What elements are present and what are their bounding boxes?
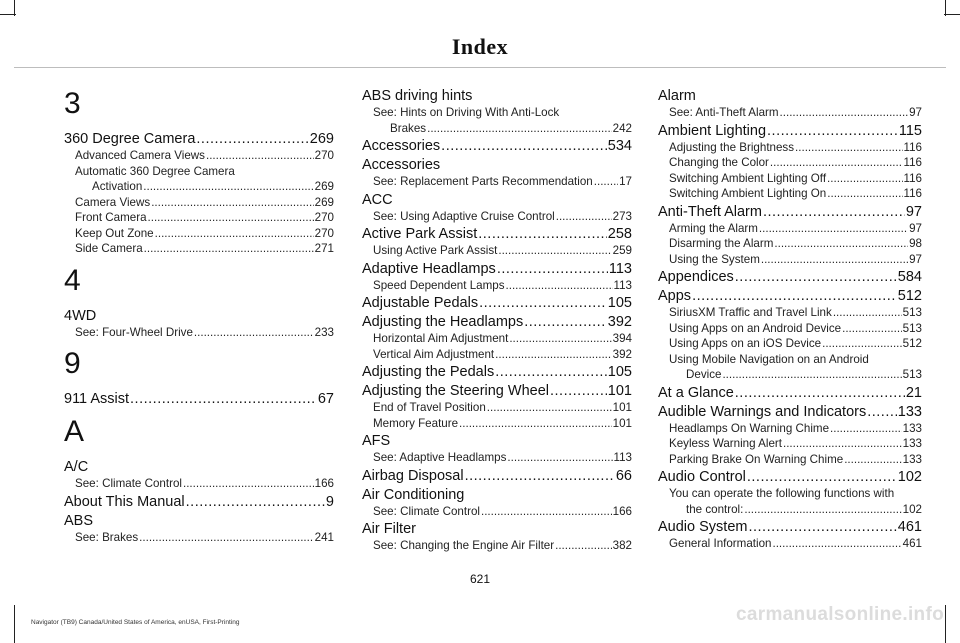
dot-leader — [497, 260, 608, 278]
dot-leader — [139, 530, 314, 546]
page-reference: 113 — [608, 260, 632, 277]
dot-leader — [594, 174, 618, 190]
page-reference: 461 — [897, 519, 922, 535]
dot-leader — [555, 538, 612, 554]
index-subentry[interactable] — [362, 278, 632, 294]
dot-leader — [747, 468, 897, 486]
entry-term: 911 Assist — [64, 391, 130, 407]
index-subentry[interactable] — [362, 347, 632, 363]
dot-leader — [842, 321, 902, 337]
dot-leader — [759, 221, 908, 237]
page-reference: 116 — [903, 140, 922, 154]
section-letter: 4 — [64, 263, 81, 297]
entry-term: Parking Brake On Warning Chime — [669, 452, 844, 466]
page-reference: 270 — [314, 226, 334, 240]
index-subentry[interactable] — [362, 174, 632, 190]
entry-term: Camera Views — [75, 195, 151, 209]
index-subentry[interactable] — [64, 210, 334, 226]
page-reference: 241 — [314, 530, 334, 544]
index-entry[interactable] — [362, 225, 632, 243]
dot-leader — [748, 518, 896, 536]
entry-term: Switching Ambient Lighting On — [669, 187, 827, 200]
dot-leader — [735, 384, 905, 402]
crop-mark-bottom-right — [945, 605, 946, 643]
index-entry[interactable] — [362, 137, 632, 155]
entry-term: At a Glance — [658, 384, 734, 401]
page-reference: 105 — [607, 364, 632, 380]
entry-term: Air Conditioning — [362, 486, 465, 503]
page-reference: 461 — [902, 537, 922, 550]
dot-leader — [196, 130, 308, 148]
page-title: Index — [451, 34, 509, 59]
entry-term: Front Camera — [75, 211, 147, 224]
index-subentry[interactable] — [658, 186, 922, 202]
index-entry[interactable] — [362, 382, 632, 400]
page-reference: 101 — [607, 383, 632, 399]
page-reference: 133 — [902, 421, 922, 435]
index-entry[interactable] — [362, 467, 632, 485]
index-subentry[interactable] — [362, 538, 632, 554]
entry-term: Keep Out Zone — [75, 226, 154, 240]
index-subentry[interactable] — [64, 148, 334, 164]
dot-leader — [744, 502, 901, 518]
index-entry[interactable] — [362, 260, 632, 278]
index-column-2 — [362, 86, 632, 554]
index-subentry[interactable] — [658, 436, 922, 452]
index-entry[interactable] — [658, 468, 922, 486]
index-entry[interactable] — [658, 403, 922, 421]
page-reference: 382 — [612, 539, 632, 552]
dot-leader — [144, 241, 314, 257]
index-subentry[interactable] — [658, 421, 922, 437]
index-entry[interactable] — [64, 390, 334, 408]
crop-mark-bottom-left — [14, 605, 15, 643]
index-entry[interactable] — [64, 512, 334, 530]
index-subentry[interactable] — [658, 155, 922, 171]
index-entry[interactable] — [362, 87, 632, 105]
page-reference: 513 — [902, 306, 922, 319]
crop-mark-top-left-h — [0, 14, 16, 15]
entry-term: 360 Degree Camera — [64, 131, 196, 147]
index-subentry[interactable] — [64, 179, 334, 195]
index-entry[interactable] — [64, 458, 334, 476]
index-entry[interactable] — [64, 493, 334, 511]
page-reference: 269 — [309, 131, 334, 147]
entry-term: Appendices — [658, 269, 734, 285]
dot-leader — [722, 367, 901, 383]
entry-term: Activation — [92, 180, 143, 193]
entry-term: About This Manual — [64, 493, 185, 510]
dot-leader — [772, 536, 901, 552]
page-reference: 66 — [615, 467, 632, 484]
entry-term: Using Apps on an Android Device — [669, 321, 842, 335]
page-reference: 21 — [905, 384, 922, 401]
dot-leader — [844, 452, 901, 468]
dot-leader — [783, 436, 902, 452]
page-reference: 133 — [897, 403, 922, 420]
entry-term: Adjusting the Headlamps — [362, 314, 524, 330]
page-reference: 534 — [607, 138, 632, 154]
dot-leader — [495, 347, 612, 363]
page-reference: 166 — [314, 477, 334, 490]
page-reference: 98 — [909, 237, 922, 250]
index-subentry[interactable] — [362, 450, 632, 466]
entry-term: See: Adaptive Headlamps — [373, 451, 507, 464]
index-subentry[interactable] — [64, 325, 334, 341]
index-subentry-line: Using Mobile Navigation on an Android — [669, 352, 869, 366]
entry-term: Adjustable Pedals — [362, 295, 479, 311]
entry-term: Accessories — [362, 157, 441, 173]
index-subentry[interactable] — [658, 321, 922, 337]
page-reference: 392 — [612, 347, 632, 361]
index-subentry-line: Automatic 360 Degree Camera — [75, 164, 235, 178]
entry-term: ACC — [362, 191, 393, 208]
entry-term: Audible Warnings and Indicators — [658, 403, 867, 420]
index-subentry[interactable] — [362, 400, 632, 416]
index-subentry[interactable] — [658, 305, 922, 321]
entry-term: Memory Feature — [373, 416, 459, 430]
index-subentry[interactable] — [658, 367, 922, 383]
entry-term: Switching Ambient Lighting Off — [669, 171, 827, 185]
page-reference: 101 — [612, 401, 632, 414]
page-reference: 273 — [612, 209, 632, 223]
entry-term: Adjusting the Pedals — [362, 364, 495, 380]
index-subentry[interactable] — [658, 336, 922, 352]
entry-term: SiriusXM Traffic and Travel Link — [669, 306, 832, 319]
section-letter: 9 — [64, 347, 81, 380]
entry-term: See: Anti-Theft Alarm — [669, 106, 779, 119]
entry-term: Adjusting the Brightness — [669, 140, 795, 154]
page-reference: 512 — [897, 288, 922, 304]
entry-term: Arming the Alarm — [669, 221, 758, 235]
section-spacer — [64, 408, 334, 414]
dot-leader — [194, 325, 314, 341]
index-entry[interactable] — [362, 294, 632, 312]
dot-leader — [822, 336, 902, 352]
entry-term: Ambient Lighting — [658, 122, 767, 139]
entry-term: Air Filter — [362, 521, 416, 537]
dot-leader — [478, 225, 607, 243]
page-reference: 113 — [613, 278, 632, 292]
index-entry[interactable] — [658, 203, 922, 221]
entry-term: Advanced Camera Views — [75, 149, 205, 162]
index-entry[interactable] — [658, 122, 922, 140]
index-subentry[interactable] — [658, 252, 922, 268]
dot-leader — [692, 287, 897, 305]
index-subentry[interactable] — [64, 226, 334, 242]
dot-leader — [186, 493, 325, 511]
page-reference: 102 — [902, 502, 922, 516]
index-entry[interactable] — [64, 307, 334, 325]
page-reference: 116 — [903, 187, 922, 200]
index-subentry[interactable] — [362, 504, 632, 520]
index-entry[interactable] — [362, 363, 632, 381]
index-entry[interactable] — [658, 384, 922, 402]
entry-term: See: Changing the Engine Air Filter — [373, 539, 555, 552]
dot-leader — [763, 203, 905, 221]
index-entry[interactable] — [362, 313, 632, 331]
index-entry[interactable] — [362, 191, 632, 209]
entry-term: See: Replacement Parts Recommendation — [373, 175, 593, 188]
entry-term: A/C — [64, 459, 89, 475]
watermark-logo: carmanualsonline.info — [736, 604, 944, 625]
entry-term: Apps — [658, 288, 692, 304]
dot-leader — [524, 313, 607, 331]
page-reference: 270 — [314, 211, 334, 224]
section-spacer — [64, 340, 334, 346]
index-subentry[interactable] — [658, 502, 922, 518]
page-reference: 258 — [607, 226, 632, 242]
entry-term: Adaptive Headlamps — [362, 260, 496, 277]
dot-leader — [465, 467, 615, 485]
dot-leader — [795, 140, 902, 156]
crop-mark-top-right-h — [944, 14, 960, 15]
page-reference: 133 — [902, 437, 922, 450]
page-reference: 584 — [897, 269, 922, 285]
index-subentry[interactable] — [362, 121, 632, 137]
page-reference: 512 — [902, 337, 922, 350]
section-spacer — [64, 257, 334, 263]
entry-term: Side Camera — [75, 242, 143, 255]
index-column-1 — [64, 86, 334, 545]
page-reference: 9 — [325, 493, 334, 510]
page-reference: 259 — [612, 244, 632, 257]
page-reference: 105 — [607, 295, 632, 311]
entry-term: Airbag Disposal — [362, 467, 464, 484]
dot-leader — [148, 210, 314, 226]
entry-term: Disarming the Alarm — [669, 237, 774, 250]
dot-leader — [498, 243, 611, 259]
dot-leader — [550, 382, 607, 400]
page-reference: 17 — [619, 175, 632, 188]
entry-term: Using Apps on an iOS Device — [669, 337, 822, 350]
entry-term: AFS — [362, 433, 391, 449]
header-divider — [14, 67, 946, 68]
entry-term: the control: — [686, 502, 744, 516]
page-reference: 394 — [612, 332, 632, 345]
index-entry[interactable] — [64, 130, 334, 148]
dot-leader — [556, 209, 612, 225]
index-subentry[interactable] — [64, 195, 334, 211]
dot-leader — [130, 390, 317, 408]
page-reference: 113 — [613, 451, 632, 464]
page-reference: 133 — [902, 452, 922, 466]
page-reference: 97 — [909, 252, 922, 266]
entry-term: 4WD — [64, 307, 97, 324]
dot-leader — [487, 400, 612, 416]
index-subentry[interactable] — [658, 236, 922, 252]
dot-leader — [459, 416, 612, 432]
index-subentry[interactable] — [362, 243, 632, 259]
page-reference: 392 — [607, 314, 632, 330]
entry-term: See: Four-Wheel Drive — [75, 325, 193, 339]
dot-leader — [481, 504, 612, 520]
entry-term: Changing the Color — [669, 156, 769, 169]
entry-term: Active Park Assist — [362, 226, 478, 242]
entry-term: Using Active Park Assist — [373, 244, 498, 257]
index-subentry[interactable] — [362, 416, 632, 432]
entry-term: Speed Dependent Lamps — [373, 278, 505, 292]
page-reference: 166 — [612, 504, 632, 518]
entry-term: Brakes — [390, 121, 427, 135]
page-reference: 513 — [902, 368, 922, 381]
index-entry[interactable] — [362, 520, 632, 538]
page-reference: 271 — [314, 242, 334, 255]
dot-leader — [830, 421, 902, 437]
entry-term: See: Climate Control — [75, 477, 182, 490]
dot-leader — [183, 476, 314, 492]
page-reference: 270 — [314, 149, 334, 162]
dot-leader — [780, 105, 909, 121]
index-entry[interactable] — [362, 432, 632, 450]
page-reference: 97 — [909, 106, 922, 119]
dot-leader — [735, 268, 897, 286]
page-reference: 116 — [903, 156, 922, 169]
dot-leader — [509, 331, 611, 347]
entry-term: General Information — [669, 537, 772, 550]
index-entry[interactable] — [362, 486, 632, 504]
entry-term: Alarm — [658, 88, 696, 104]
dot-leader — [506, 278, 613, 294]
dot-leader — [441, 137, 607, 155]
index-subentry[interactable] — [64, 476, 334, 492]
index-subentry[interactable] — [64, 530, 334, 546]
entry-term: Keyless Warning Alert — [669, 437, 782, 450]
entry-term: Audio Control — [658, 469, 746, 485]
dot-leader — [774, 236, 908, 252]
dot-leader — [143, 179, 313, 195]
index-subentry[interactable] — [362, 209, 632, 225]
section-letter: A — [64, 415, 85, 448]
page-reference: 269 — [314, 195, 334, 209]
dot-leader — [833, 305, 902, 321]
dot-leader — [206, 148, 314, 164]
page-reference: 102 — [897, 469, 922, 485]
page-reference: 97 — [905, 203, 922, 220]
index-entry[interactable] — [658, 268, 922, 286]
dot-leader — [495, 363, 607, 381]
entry-term: Using the System — [669, 252, 760, 266]
dot-leader — [507, 450, 612, 466]
entry-term: ABS — [64, 512, 94, 529]
page-reference: 269 — [314, 180, 334, 193]
index-subentry[interactable] — [658, 171, 922, 187]
entry-term: See: Brakes — [75, 530, 139, 544]
dot-leader — [827, 171, 902, 187]
dot-leader — [479, 294, 607, 312]
page-reference: 101 — [612, 416, 632, 430]
dot-leader — [761, 252, 908, 268]
page-reference: 97 — [909, 221, 922, 235]
entry-term: Audio System — [658, 519, 748, 535]
dot-leader — [155, 226, 314, 242]
dot-leader — [151, 195, 313, 211]
index-subentry-line: You can operate the following functions with — [669, 487, 895, 500]
index-entry[interactable] — [658, 87, 922, 105]
entry-term: Adjusting the Steering Wheel — [362, 383, 549, 399]
entry-term: See: Climate Control — [373, 504, 480, 518]
dot-leader — [767, 122, 898, 140]
page-reference: 67 — [317, 391, 334, 407]
dot-leader — [427, 121, 612, 137]
entry-term: ABS driving hints — [362, 88, 473, 104]
entry-term: Anti-Theft Alarm — [658, 203, 762, 220]
entry-term: Headlamps On Warning Chime — [669, 421, 830, 435]
entry-term: Accessories — [362, 138, 441, 154]
index-subentry[interactable] — [658, 221, 922, 237]
entry-term: Device — [686, 368, 722, 381]
entry-term: Horizontal Aim Adjustment — [373, 332, 509, 345]
index-column-3 — [658, 86, 922, 552]
index-subentry[interactable] — [658, 452, 922, 468]
entry-term: See: Using Adaptive Cruise Control — [373, 209, 555, 223]
index-subentry[interactable] — [658, 140, 922, 156]
dot-leader — [867, 403, 897, 421]
index-subentry[interactable] — [658, 105, 922, 121]
entry-term: End of Travel Position — [373, 401, 486, 414]
section-letter: 3 — [64, 87, 81, 120]
index-subentry[interactable] — [64, 241, 334, 257]
page-reference: 233 — [314, 325, 334, 339]
index-subentry-line: See: Hints on Driving With Anti-Lock — [373, 106, 560, 119]
page-reference: 116 — [903, 171, 922, 185]
page-reference: 242 — [612, 121, 632, 135]
dot-leader — [827, 186, 902, 202]
footer-text: Navigator (TB9) Canada/United States of America, enUSA, First-Printing — [31, 619, 240, 626]
dot-leader — [770, 155, 903, 171]
index-subentry[interactable] — [658, 536, 922, 552]
index-entry[interactable] — [362, 156, 632, 174]
index-subentry[interactable] — [362, 331, 632, 347]
page-reference: 115 — [898, 122, 922, 139]
index-entry[interactable] — [658, 518, 922, 536]
page-reference: 513 — [902, 321, 922, 335]
page-number: 621 — [469, 572, 491, 586]
index-entry[interactable] — [658, 287, 922, 305]
entry-term: Vertical Aim Adjustment — [373, 347, 495, 361]
